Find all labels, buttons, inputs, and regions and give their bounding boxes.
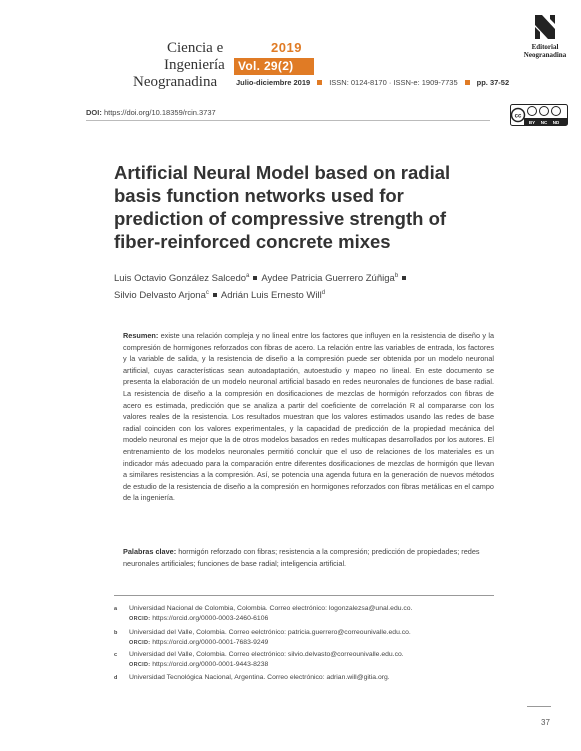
footnote-affiliation: Universidad Nacional de Colombia, Colombia. Correo electrónico: logonzalezsa@unal.edu.co. [129, 605, 413, 612]
bullet-square-icon [465, 80, 470, 85]
nc-label: NC [540, 120, 548, 125]
header-divider [86, 120, 490, 121]
volume-badge: Vol. 29(2) [234, 58, 314, 75]
author-affiliation-mark: b [394, 273, 399, 279]
keywords [123, 546, 494, 569]
issn: ISSN: 0124-8170 · ISSN-e: 1909-7735 [329, 78, 458, 87]
footnote-d [114, 673, 494, 683]
author-name: Aydee Patricia Guerrero Zúñiga [261, 273, 395, 285]
issue-year: 2019 [271, 40, 302, 55]
page-number-rule [527, 706, 551, 707]
footnote-affiliation: Universidad del Valle, Colombia. Correo eelctrónico: patricia.guerrero@correounivalle.edu.co. [129, 629, 411, 636]
author-list [114, 269, 494, 303]
separator-square-icon [213, 293, 217, 297]
footnote-c [114, 650, 494, 670]
article-title: Artificial Neural Model based on radial basis function networks used for prediction of compressive strength of fiber-reinforced concrete mixes [114, 162, 451, 252]
footnote-mark: b [114, 630, 118, 636]
orcid-label: ORCID: [129, 640, 151, 646]
bullet-square-icon [317, 80, 322, 85]
separator-square-icon [253, 276, 257, 280]
by-icon [528, 107, 537, 116]
abstract-label: Resumen: [123, 331, 159, 340]
author-name: Silvio Delvasto Arjona [114, 290, 206, 302]
journal-name-line2: Ingeniería [164, 57, 225, 73]
journal-name [133, 40, 225, 91]
journal-name-line3: Neogranadina [133, 74, 218, 90]
issue-meta [236, 78, 509, 87]
footnote-mark: a [114, 606, 118, 612]
page-number: 37 [541, 718, 550, 727]
author-affiliation-mark: d [321, 290, 326, 297]
journal-name-line1: Ciencia e [167, 40, 224, 56]
author-affiliation-mark: a [246, 273, 250, 279]
orcid-label: ORCID: [129, 662, 151, 668]
nd-icon [552, 107, 561, 116]
footnote-affiliation: Universidad del Valle, Colombia. Correo electrónico: silvio.delvasto@correounivalle.edu.co. [129, 651, 404, 658]
separator-square-icon [402, 276, 406, 280]
doi-link[interactable]: https://doi.org/10.18359/rcin.3737 [103, 108, 216, 117]
orcid-label: ORCID: [129, 616, 151, 622]
publisher-n-icon [533, 14, 557, 40]
publisher-logo [520, 14, 570, 59]
page-range: pp. 37-52 [476, 78, 510, 87]
footnote-a [114, 604, 494, 624]
orcid-link[interactable]: https://orcid.org/0000-0003-2460-6106 [152, 615, 269, 622]
orcid-link[interactable]: https://orcid.org/0000-0001-7683-9249 [152, 639, 269, 646]
publisher-name-line2: Neogranadina [523, 51, 567, 59]
author-name: Luis Octavio González Salcedo [114, 273, 247, 285]
nd-label: ND [552, 120, 560, 125]
abstract [123, 330, 494, 504]
issue-period: Julio-diciembre 2019 [236, 78, 311, 87]
footnote-divider [114, 595, 494, 596]
nc-icon [540, 107, 549, 116]
footnote-affiliation: Universidad Tecnológica Nacional, Argentina. Correo electrónico: adrian.will@gitia.org. [129, 674, 390, 681]
cc-license-badge[interactable] [510, 104, 568, 131]
doi [86, 108, 216, 117]
footnote-mark: c [114, 652, 118, 658]
abstract-text: existe una relación compleja y no lineal entre los factores que influyen en la resistencia de diseño y la compresión de hormigones reforzados con fibras de acero. La relación entre las variables de entrada, los factores y la variable de salida, y la resistencia de diseño a la compresión puede ser obtenida por un modelo neuronal artificial, cuyas características sean autoadaptación, autoestudio y mapeo no lineal. En este documento se presenta la elaboración de un modelo neuronal artificial basado en redes neuronales de funciones de base radial. La resistencia de diseño a la compresión en dosificaciones de mezclas de hormigón reforzados con fibras de acero es estimada, predicción que se analiza a partir del coeficiente de correlación R al compararse con los valores reales de la resistencia. Los resultados muestran que los valores estimados usando las redes de base radial coinciden con los valores experimentales, y la capacidad de predicción de la propiedad mecánica del modelo neuronal es mejor que la de otros modelos basados en redes multicapas desarrollados por los autores. El entrenamiento de los modelos neuronales permitió concluir que el uso de relaciones de los materiales es un indicador más adecuado para la comparación entre diferentes dosificaciones de mezclas de hormigón que llevan a similares resistencias a la compresión. Así, se potencia una agenda futura en la generación de nuevos métodos de estudio de la resistencia de diseño a la compresión en hormigones reforzados con fibras metálicas en el campo de la ingeniería. [123, 331, 494, 503]
footnote-mark: d [114, 675, 118, 681]
keywords-text: hormigón reforzado con fibras; resistencia a la compresión; predicción de propiedades; redes neuronales artificiales; funciones de base radial; inteligencia artificial. [123, 547, 480, 568]
orcid-link[interactable]: https://orcid.org/0000-0001-9443-8238 [152, 661, 269, 668]
keywords-label: Palabras clave: [123, 547, 177, 556]
publisher-name-line1: Editorial [531, 43, 559, 51]
by-label: BY [528, 120, 536, 125]
cc-badge-label: cc [514, 113, 522, 120]
doi-label: DOI: [86, 108, 102, 117]
footnote-b [114, 628, 494, 648]
author-affiliation-mark: c [205, 290, 209, 297]
author-name: Adrián Luis Ernesto Will [220, 290, 322, 302]
